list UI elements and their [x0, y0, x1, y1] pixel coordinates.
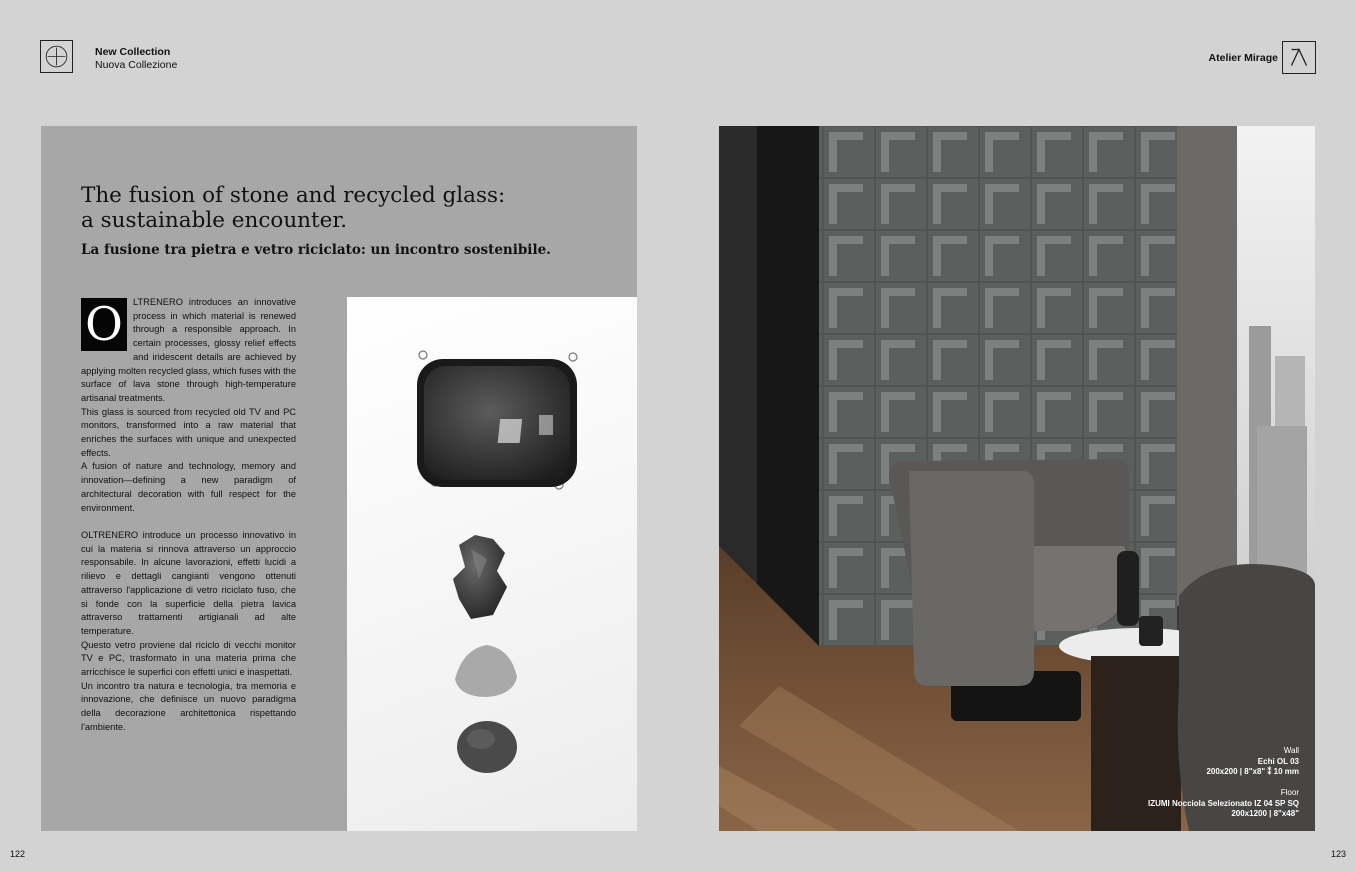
- wall-size: 200x200 | 8"x8" ⁑ 10 mm: [1206, 767, 1299, 776]
- title-en-line1: The fusion of stone and recycled glass:: [81, 183, 506, 208]
- interior-photo: [719, 126, 1315, 831]
- floor-label: Floor: [1280, 788, 1299, 797]
- cup: [1139, 616, 1163, 646]
- floor-size: 200x1200 | 8"x48": [1231, 809, 1299, 818]
- glass-fragments: [453, 535, 507, 619]
- collection-heading: [95, 46, 177, 72]
- en-paragraph-2: This glass is sourced from recycled old TV and PC monitors, transformed into a raw material that enriches the surfaces with unique and unexpected effects.: [81, 406, 296, 458]
- it-paragraph-3: Un incontro tra natura e tecnologia, tra memoria e innovazione, che definisce un nuovo paradigma della decorazione architettonica rispettando l'ambiente.: [81, 680, 296, 732]
- it-paragraph-2: Questo vetro proviene dal riciclo di vecchi monitor TV e PC, trasformato in una materia prima che arricchisce le superfici con effetti unici e inaspettati.: [81, 639, 296, 678]
- page-number-right: 123: [1330, 849, 1346, 859]
- body-text-it: [81, 529, 296, 735]
- collection-en: New Collection: [95, 46, 171, 58]
- wall-label: Wall: [1283, 746, 1299, 755]
- lambda-logo-icon: [1282, 41, 1316, 74]
- collection-it: Nuova Collezione: [95, 59, 178, 71]
- floor-product: IZUMI Nocciola Selezionato IZ 04 SP SQ: [1148, 798, 1299, 808]
- crt-screen-glass: [417, 351, 577, 489]
- crushed-glass-powder: [455, 645, 517, 697]
- caption-wall: [1206, 746, 1299, 778]
- body-text-en: [81, 296, 296, 515]
- plus-icon: [40, 40, 73, 73]
- title-en-line2: a sustainable encounter.: [81, 208, 348, 233]
- caption-floor: [1148, 788, 1299, 820]
- page-number-left: 122: [10, 849, 26, 859]
- en-paragraph-3: A fusion of nature and technology, memory and innovation—defining a new paradigm of architectural decoration with full respect for the environment.: [81, 461, 296, 513]
- it-paragraph-1: OLTRENERO introduce un processo innovativo in cui la materia si rinnova attraverso un approccio responsabile. In alcune lavorazioni, effetti lucidi a rilievo e dettagli cangianti vengono ottenuti attraverso l'applicazione di vetro riciclato fuso, che si fonde con la superficie della pietra lavica attraverso trattamenti artigianali ad alte temperature.: [81, 530, 296, 636]
- lava-stone-powder: [457, 721, 517, 773]
- vase: [1117, 551, 1139, 626]
- materials-photo: [347, 297, 637, 831]
- article-title-it: La fusione tra pietra e vetro riciclato: un incontro sostenibile.: [81, 242, 551, 258]
- drop-cap: O: [81, 298, 127, 351]
- brand-name: Atelier Mirage: [1208, 52, 1278, 64]
- wall-product: Echi OL 03: [1257, 756, 1299, 766]
- article-title-en: [81, 183, 601, 233]
- en-paragraph-1: LTRENERO introduces an innovative process in which material is renewed through a responsible approach. In certain processes, glossy relief effects and iridescent details are achieved by applying molten recycled glass, which fuses with the surface of lava stone through high-temperature artisanal treatments.: [81, 297, 296, 403]
